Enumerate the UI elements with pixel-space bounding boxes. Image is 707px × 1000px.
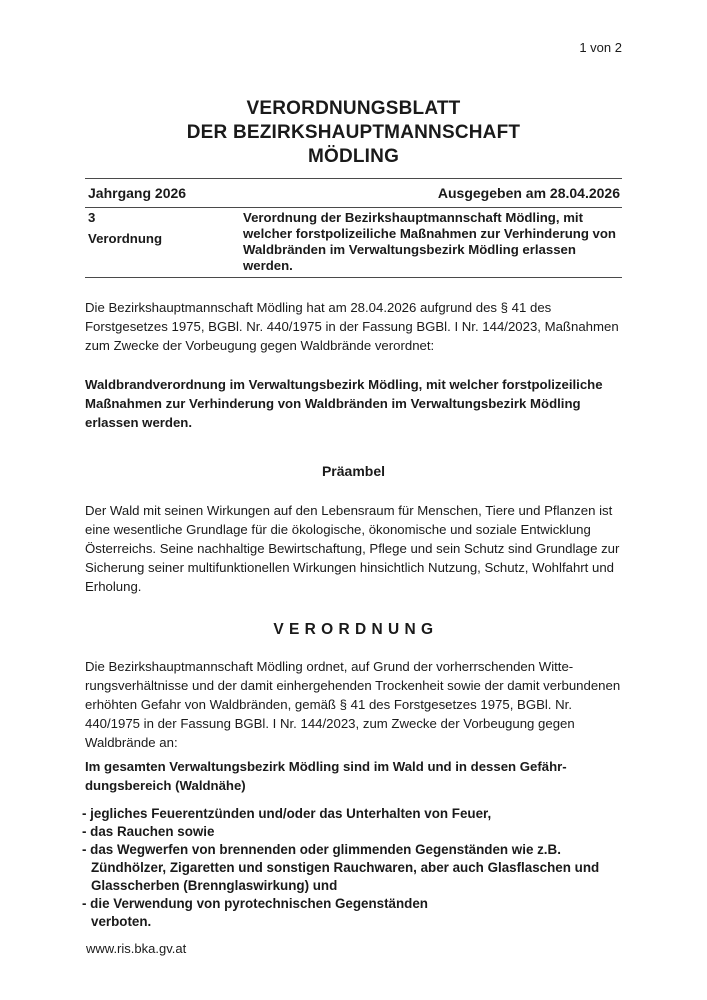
- prohibition-intro: Im gesamten Verwaltungsbezirk Mödling sind im Wald und in dessen Gefährdungsbereich (Waldnähe): [85, 759, 567, 793]
- year-label: Jahrgang 2026: [88, 185, 187, 201]
- preamble-heading: Präambel: [321, 463, 386, 479]
- intro-paragraph: Die Bezirkshauptmannschaft Mödling hat am 28.04.2026 aufgrund des § 41 des Forstgesetzes 1975, BGBl. Nr. 440/1975 in der Fassung BGBl. I Nr. 144/2023, Maßnahmen zum Zwecke der Vorbeugung gegen Waldbrände verordnet:: [85, 300, 619, 353]
- issue-header-row-subject: [85, 208, 622, 278]
- issue-header-row-meta: [85, 179, 622, 208]
- ordinance-title-paragraph: Waldbrandverordnung im Verwaltungsbezirk Mödling, mit welcher forstpolizeiliche Maßnahmen zur Verhinderung von Waldbränden im Verwaltungsbezirk Mödling erlassen werden.: [85, 377, 603, 430]
- ordinance-subject: Verordnung der Bezirkshauptmannschaft Mödling, mit welcher forstpolizeiliche Maßnahmen zur Verhinderung von Waldbränden im Verwaltungsbezirk Mödling erlassen werden.: [243, 210, 616, 273]
- list-item-fire: - jegliches Feuerentzünden und/oder das Unterhalten von Feuer,: [82, 806, 492, 821]
- masthead-line-1: VERORDNUNGSBLATT: [246, 98, 461, 119]
- ordinance-type: Verordnung: [88, 231, 162, 246]
- prohibited-list: [82, 805, 622, 913]
- prohibition-close: verboten.: [91, 914, 152, 929]
- list-item-discarding: - das Wegwerfen von brennenden oder glimmenden Gegenständen wie z.B. Zündhölzer, Zigaretten und sonstigen Rauchwaren, aber auch Glasflaschen und Glasscherben (Brennglaswirkung) und: [82, 842, 600, 893]
- issue-header-table: [85, 178, 622, 278]
- masthead: [85, 97, 622, 169]
- masthead-line-3: MÖDLING: [307, 146, 400, 167]
- preamble-paragraph: Der Wald mit seinen Wirkungen auf den Lebensraum für Menschen, Tiere und Pflanzen ist eine wesentliche Grundlage für die ökologische, ökonomische und soziale Entwicklung Österreichs. Seine nachhaltige Bewirtschaftung, Pflege und sein Schutz sind Grundlage zur Sicherung seiner multifunktionellen Wirkungen hinsichtlich Nutzung, Schutz, Wohlfahrt und Erholung.: [85, 503, 620, 594]
- issued-date-label: Ausgegeben am 28.04.2026: [437, 185, 620, 201]
- ordinance-number: 3: [88, 210, 96, 225]
- page-number: 1 von 2: [579, 40, 622, 55]
- list-item-smoking: - das Rauchen sowie: [82, 824, 215, 839]
- masthead-line-2: DER BEZIRKSHAUPTMANNSCHAFT: [186, 122, 521, 143]
- list-item-pyrotechnics: - die Verwendung von pyrotechnischen Gegenständen: [82, 896, 428, 911]
- decree-paragraph: Die Bezirkshauptmannschaft Mödling ordnet, auf Grund der vorherrschenden Witterungsverhältnisse und der damit einhergehenden Trockenheit sowie der damit verbundenen erhöhten Gefahr von Waldbränden, gemäß § 41 des Forstgesetzes 1975, BGBl. Nr. 440/1975 in der Fassung BGBl. I Nr. 144/2023, zum Zwecke der Vorbeugung gegen Waldbrände an:: [85, 659, 621, 750]
- footer-url: www.ris.bka.gv.at: [86, 941, 187, 956]
- ordinance-id-column: [85, 210, 243, 274]
- verordnung-heading: V E R O R D N U N G: [273, 621, 434, 638]
